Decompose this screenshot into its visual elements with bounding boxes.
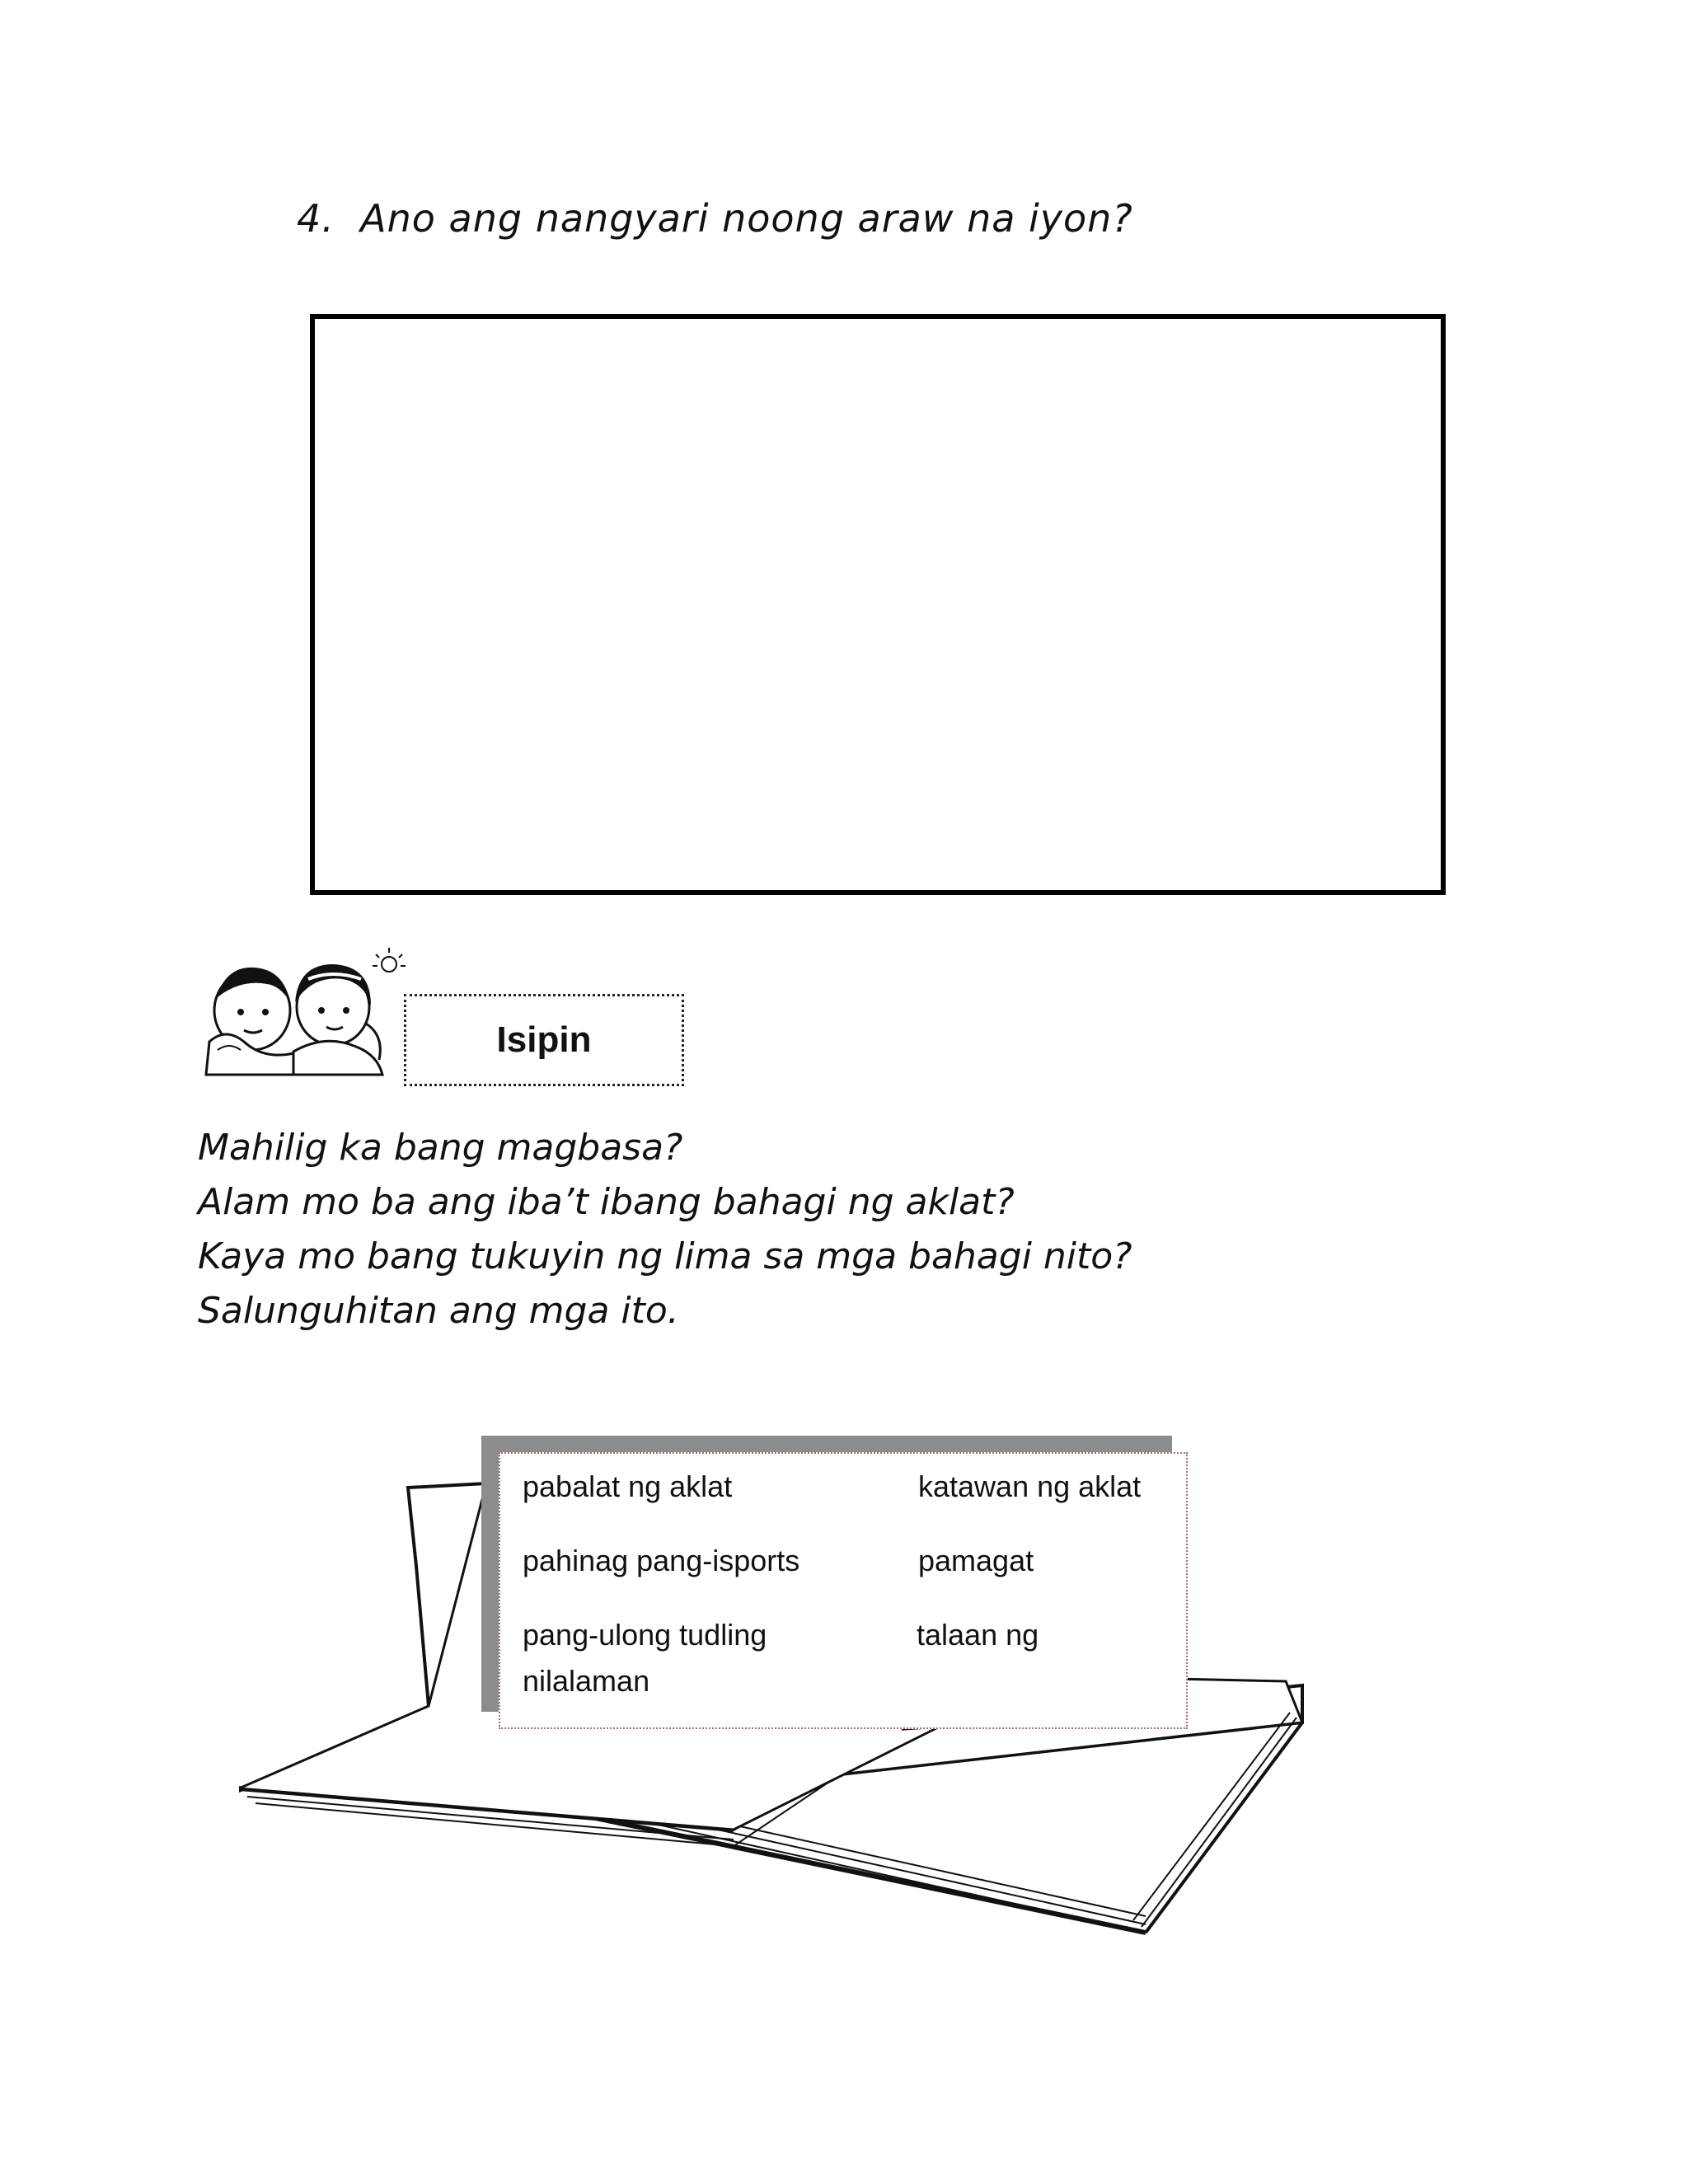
term-pahinag-pang-isports[interactable]: pahinag pang-isports [523,1544,800,1577]
question-text: Ano ang nangyari noong araw na iyon? [360,196,1133,241]
prompt-line-1: Mahilig ka bang magbasa? [198,1127,683,1169]
term-katawan-ng-aklat[interactable]: katawan ng aklat [918,1469,1142,1503]
question-4 [297,196,1133,241]
prompt-line-2: Alam mo ba ang iba’t ibang bahagi ng aklat? [198,1181,1015,1223]
prompt-line-3: Kaya mo bang tukuyin ng lima sa mga bahagi nito? [198,1235,1132,1277]
term-talaan-ng[interactable]: talaan ng [917,1618,1039,1652]
term-pang-ulong-tudling[interactable]: pang-ulong tudling [523,1618,767,1652]
thinking-kids-illustration [201,944,415,1076]
section-title: Isipin [496,1019,592,1060]
section-title-box [404,994,684,1086]
term-pabalat[interactable]: pabalat ng aklat [523,1469,733,1503]
term-pamagat[interactable]: pamagat [918,1544,1034,1577]
term-nilalaman[interactable]: nilalaman [523,1664,650,1698]
prompt-line-4: Salunguhitan ang mga ito. [198,1290,679,1332]
answer-box[interactable] [310,314,1446,895]
question-number: 4. [297,196,335,241]
prompt-text [198,1121,1132,1338]
